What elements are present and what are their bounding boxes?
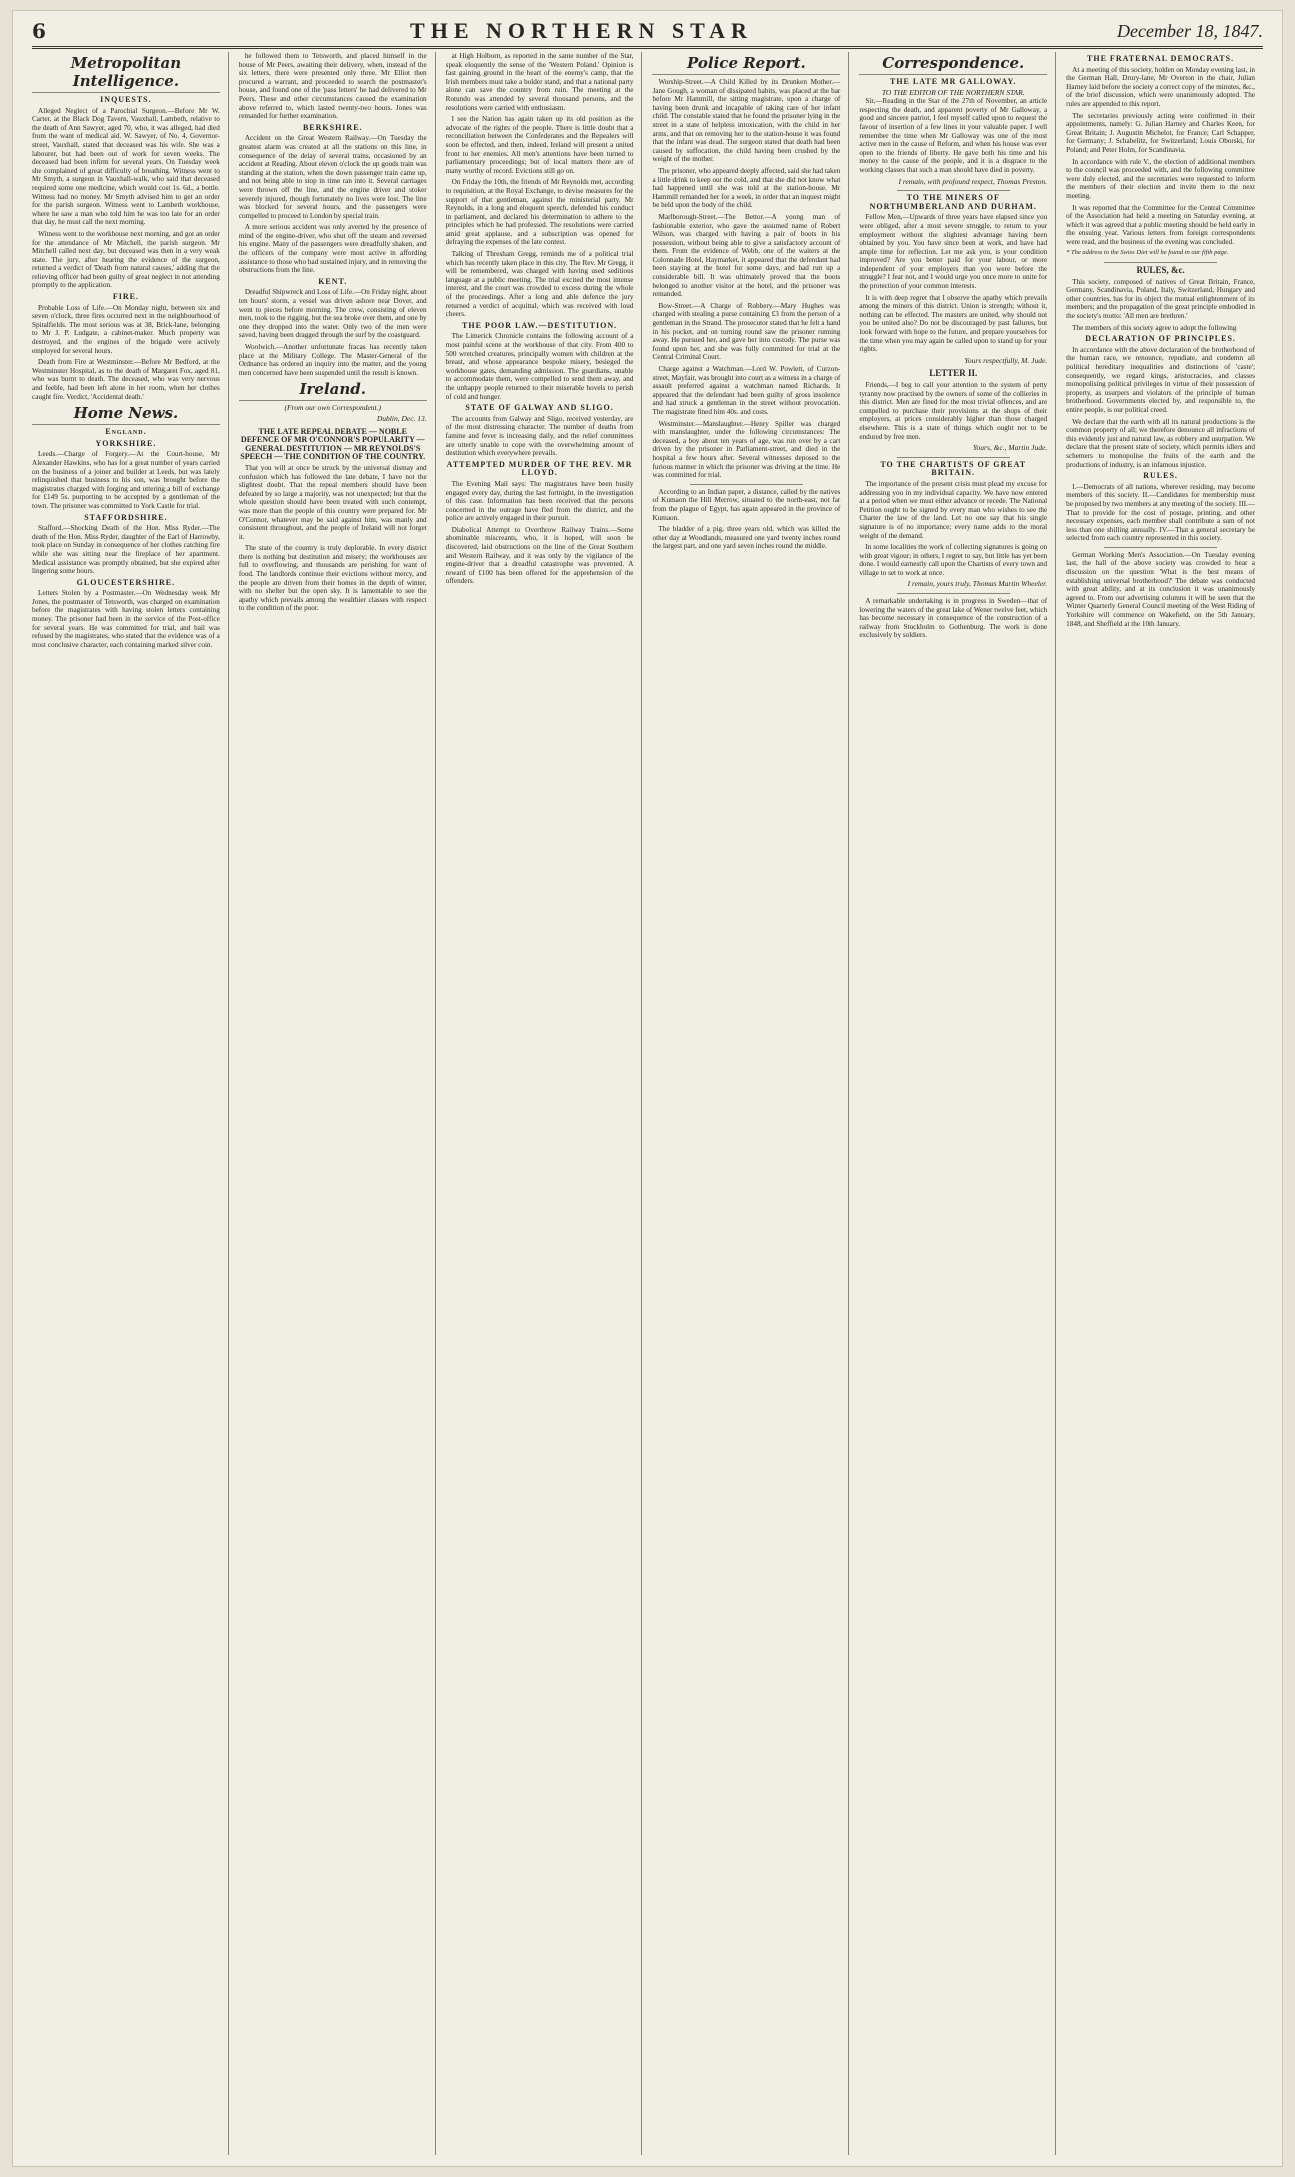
article-paragraph: I see the Nation has again taken up its old position as the advocate of the rights of the people. There is little doubt that a reconciliation between the Confederates and the Repealers will soon be effected, and then, indeed, Ireland will present a united front to her enemies. All men's attentions have been turned to parliamentary proceedings; but of local matters there are of many worthy of record. Evictions still go on. [445, 115, 634, 175]
letter-label: LETTER II. [929, 368, 978, 379]
footnote: * The address to the Swiss Diet will be found in our fifth page. [1066, 249, 1229, 257]
article-paragraph: Dreadful Shipwreck and Loss of Life.—On Friday night, about ten hours' storm, a vessel was driven ashore near Dover, and went to pieces before morning. The crew, consisting of eleven men, took to the rigging, but the sea broke over them, and one by one they dropped into the water. Only two of the men were saved, having been dragged through the surf by the coastguard. [238, 288, 427, 340]
article-paragraph: Woolwich.—Another unfortunate fracas has recently taken place at the Military College. The Master-General of the Ordnance has ordered an inquiry into the matter, and the young men concerned have been suspended until the result is known. [238, 343, 427, 377]
columns [32, 52, 1263, 2155]
sub-heading: STATE OF GALWAY AND SLIGO. [465, 403, 614, 413]
sub-heading: TO THE MINERS OF NORTHUMBERLAND AND DURHAM. [869, 193, 1037, 211]
sub-heading: THE FRATERNAL DEMOCRATS. [1087, 54, 1235, 63]
article-paragraph: The state of the country is truly deplorable. In every district there is nothing but destitution and misery; the workhouses are full to overflowing, and thousands are perishing for want of food. The landlords continue their evictions without mercy, and the people are driven from their homes in the depth of winter, with no shelter but the open sky. It is lamentable to see the apathy which prevails among the wealthier classes with respect to the condition of the poor. [238, 544, 427, 613]
sub-heading: BERKSHIRE. [302, 122, 363, 132]
article-paragraph: It is with deep regret that I observe the apathy which prevails among the miners of this district. Union is strength; without it, nothing can be effected. The masters are united, why should not you be united also? Do not be discouraged by past failures, but look forward with hope to the future, and prepare yourselves for the time when you may again be called upon to stand up for your rights. [859, 293, 1048, 354]
article-paragraph: The accounts from Galway and Sligo, received yesterday, are of the most distressing character. The number of deaths from famine and fever is increasing daily, and the relief committees are utterly unable to cope with the overwhelming amount of destitution which everywhere prevails. [445, 414, 634, 458]
article-paragraph: Fellow Men,—Upwards of three years have elapsed since you were obliged, after a most severe struggle, to return to your employment without the slightest advantage having been obtained by you. You have since been at work, and have had ample time for reflection. Let me ask you, is your condition improved? Are you better paid for your labour, or more independent of your employers than you were before the struggle? I fear not, and I would urge you once more to unite for the protection of your common interests. [859, 213, 1048, 291]
article-paragraph: Letters Stolen by a Postmaster.—On Wednesday week Mr Jones, the postmaster of Tetsworth, was charged on examination before the magistrates with having stolen letters containing money. The prisoner had been in the service of the Post-office for several years. He was committed for trial, and bail was refused by the magistrates, who stated that the evidence was of a most conclusive character, each containing marked silver coin. [32, 589, 220, 649]
article-paragraph: The Evening Mail says: The magistrates have been busily engaged every day, during the last fortnight, in the investigation of this case. Information has been received that the persons concerned in the outrage have fled from the district, and the police are actively engaged in their pursuit. [445, 479, 634, 523]
article-paragraph: That you will at once be struck by the universal dismay and confusion which has followed the late debate, I have not the slightest doubt. That the repeal members should have been defeated by so large a majority, was not unexpected; but that the whole question should have been treated with such contempt, was more than the people of this country were prepared for. Mr O'Connor, whatever may be said against him, was manly and consistent throughout, and the people of Ireland will not forget it. [238, 463, 427, 541]
article-paragraph: German Working Men's Association.—On Tuesday evening last, the hall of the above society was crowded to hear a discussion on the question 'What is the best means of establishing universal brotherhood?' The debate was conducted with great ability, and at its conclusion it was unanimously agreed to. From our advertising columns it will be seen that the Winter Quarterly General Council meeting of the West Riding of Yorkshire will commence on Wakefield, on the 5th January, 1848, and Sheffield at the 10th January. [1066, 550, 1255, 628]
article-paragraph: The Limerick Chronicle contains the following account of a most painful scene at the workhouse of that city. From 400 to 500 wretched creatures, principally women with children at the breast, and whose appearance bespoke misery, besieged the workhouse gates, demanding admission. The guardians, unable to accommodate them, were compelled to send them away, and the unhappy people returned to their miserable hovels to perish of cold and hunger. [445, 332, 634, 401]
article-paragraph: The prisoner, who appeared deeply affected, said she had taken a little drink to keep out the cold, and that she did not know what had happened until she was told at the station-house. Mr Hammill remanded her for a week, in order that an inquest might be held upon the body of the child. [652, 166, 841, 210]
article-paragraph: In accordance with rule V., the election of additional members to the council was proceeded with, and the following committee were duly elected, and the secretaries were requested to inform the members of their election and invite them to the next meeting. [1066, 157, 1255, 200]
article-paragraph: Witness went to the workhouse next morning, and got an order for the attendance of Mr Mitchell, the parish surgeon. Mr Mitchell called next day, but deceased was then in a very weak state. The jury, after hearing the evidence of the surgeon, returned a verdict of 'Death from natural causes,' adding that the relieving officer had been guilty of great neglect in not attending promptly to the application. [32, 229, 220, 290]
divider [897, 593, 1010, 594]
dateline: (From our own Correspondent.) [284, 403, 381, 413]
dateline-place: Dublin, Dec. 13. [376, 413, 427, 423]
sub-heading: THE POOR LAW.—DESTITUTION. [462, 320, 618, 330]
page-number: 6 [32, 19, 46, 43]
article-paragraph: he followed them to Tetsworth, and placed himself in the house of Mr Peers, awaiting their delivery, when, instead of the six letters, there were presented only three. Mr Elliot then procured a warrant, and proceeded to search the postmaster's house, and found one of the 'pass letters' he had delivered to Mr Peers. These and other circumstances caused the examination above referred to, which lasted twenty-two hours. Jones was remanded for further examination. [238, 52, 427, 121]
article-paragraph: We declare that the earth with all its natural productions is the common property of all; we therefore denounce all infractions of this evidently just and natural law, as robbery and usurpation. We declare that the present state of society, which permits idlers and schemers to monopolise the fruits of the earth and the productions of industry, is an infamous injustice. [1066, 417, 1255, 469]
sub-heading: DECLARATION OF PRINCIPLES. [1085, 334, 1236, 344]
signoff: Yours, &c., Martin Jude. [973, 443, 1048, 453]
section-heading: Police Report. [652, 54, 840, 75]
article-paragraph: A remarkable undertaking is in progress in Sweden—that of lowering the waters of the great lake of Wener twelve feet, which has become necessary in consequence of the construction of a railway from Stockholm to Gothenburg. The work is done exclusively by soldiers. [859, 597, 1048, 640]
divider [1104, 262, 1217, 263]
article-paragraph: Westminster.—Manslaughter.—Henry Spiller was charged with manslaughter, under the following circumstances: The deceased, a boy about ten years of age, was run over by a cart driven by the prisoner in Parliament-street, and died in the hospital a few hours after. Several witnesses deposed to the furious manner in which the prisoner was driving at the time. He was committed for trial. [652, 419, 841, 480]
signoff: I remain, with profound respect, Thomas Preston. [898, 176, 1048, 186]
column-1 [32, 52, 229, 2155]
article-paragraph: Bow-Street.—A Charge of Robbery.—Mary Hughes was charged with stealing a purse containing £3 from the person of a gentleman in the Strand. The prosecutor stated that he felt a hand in his pocket, and on turning round saw the prisoner running away. He pursued her, and gave her into custody. The purse was found upon her, and she was fully committed for trial at the Central Criminal Court. [652, 301, 841, 362]
article-paragraph: On Friday the 10th, the friends of Mr Reynolds met, according to requisition, at the Royal Exchange, to devise measures for the support of that gentleman, against the ministerial party. Mr Reynolds, in a long and eloquent speech, defended his conduct in parliament, and declared his determination to adhere to the principles which he had professed. The resolutions were carried amid great applause, and a subscription was opened for defraying the expenses of the late contest. [445, 178, 634, 247]
article-paragraph: Talking of Thresham Gregg, reminds me of a political trial which has recently taken place in this city. The Rev. Mr Gregg, it will be remembered, was charged with having used seditious language at a public meeting. The trial excited the most intense interest, and the court was crowded to excess during the whole of the proceedings. After a long and able defence the jury returned a verdict of acquittal, which was received with loud cheers. [445, 250, 634, 319]
divider [897, 190, 1010, 191]
signoff: Yours respectfully, M. Jude. [964, 355, 1048, 365]
section-heading: Metropolitan Intelligence. [32, 54, 220, 93]
article-paragraph: Accident on the Great Western Railway.—On Tuesday the greatest alarm was created at all the stations on this line, in consequence of the delay of several trains, occasioned by an accident at Reading. About eleven o'clock the up goods train was standing at the station, when the down passenger train came up, and not being able to stop in time ran into it. Several carriages were thrown off the line, and the engine driver and stoker severely injured, though fortunately no lives were lost. The line was blocked for several hours, and the passengers were compelled to proceed to London by special train. [238, 134, 427, 220]
summary-headline: THE LATE REPEAL DEBATE — NOBLE DEFENCE OF MR O'CONNOR'S POPULARITY — GENERAL DESTITUTION — MR REYNOLDS'S SPEECH — THE CONDITION OF THE COUNTRY. [240, 426, 426, 462]
article-paragraph: Sir,—Reading in the Star of the 27th of November, an article respecting the death, and apparent poverty of Mr Galloway, a good and sincere patriot, I feel myself called upon to request the favour of insertion of a few lines in your valuable paper. I well remember the time when Mr Galloway was one of the most active men in the cause of Reform, and when his house was ever open to the friends of liberty. He gave both his time and his money to the cause of the people, and it is a disgrace to the working classes that such a man should have died in poverty. [859, 97, 1048, 174]
article-paragraph: The members of this society agree to adopt the following [1072, 323, 1237, 332]
addressee: TO THE EDITOR OF THE NORTHERN STAR. [881, 87, 1025, 97]
divider [1104, 547, 1217, 548]
sub-heading: GLOUCESTERSHIRE. [76, 577, 176, 587]
article-paragraph: Alleged Neglect of a Parochial Surgeon.—Before Mr W. Carter, at the Black Dog Tavern, Vauxhall, Lambeth, relative to the death of Ann Sawyer, aged 70, who, it was alleged, had died from the want of medical aid. W. Sawyer, of No. 4, Governor-street, Vauxhall, stated that deceased was his wife. She was a labourer, but had been out of work for seven weeks. The deceased had been infirm for several years. On Tuesday week she complained of great difficulty of breathing. Witness went to Mr Smyth, a surgeon in Vauxhall-walk, who said that deceased required some one medicine, which would cost 1s. 6d., a bottle. Witness had no money. Mr Smyth advised him to get an order for the parish surgeon. Witness went to Lambeth workhouse, where he saw a man who told him he was too late for an order that day, he must call the next morning. [32, 106, 220, 227]
sub-heading: RULES. [1143, 471, 1178, 481]
sub-heading: FIRE. [112, 292, 139, 302]
article-paragraph: In some localities the work of collecting signatures is going on with great vigour; in others, I regret to say, but little has yet been done. I would earnestly call upon the Chartists of every town and village to set to work at once. [859, 543, 1048, 577]
section-heading: Ireland. [239, 380, 427, 401]
article-paragraph: A more serious accident was only averted by the presence of mind of the engine-driver, who shut off the steam and reversed his engine. Many of the passengers were dreadfully shaken, and the officers of the company were most active in affording assistance to those who had sustained injury, and in removing the obstructions from the line. [238, 223, 427, 275]
section-heading: Correspondence. [859, 54, 1047, 75]
issue-date: December 18, 1847. [1117, 20, 1263, 41]
article-paragraph: The importance of the present crisis must plead my excuse for addressing you in my individual capacity. We have now entered at a period when we must either advance or recede. The National Petition ought to be signed by every man who wishes to see the Charter the law of the land. Let no one say that his single signature is of no importance; every name adds to the moral weight of the demand. [859, 479, 1048, 540]
article-paragraph: The secretaries previously acting were confirmed in their appointments, namely: G. Julian Harney and Charles Keen, for Great Britain; J. Augustin Michelot, for France; Carl Schapper, for Germany; J. Schabelitz, for Switzerland; Louis Oborski, for Poland; and Peter Holm, for Scandinavia. [1066, 111, 1255, 154]
divider [897, 457, 1010, 458]
paper-title: THE NORTHERN STAR [410, 18, 753, 43]
article-paragraph: Death from Fire at Westminster.—Before Mr Bedford, at the Westminster Hospital, as to the death of Margaret Fox, aged 81, who was burnt to death. The deceased, who was very nervous and feeble, had been left alone in her room, when her clothes caught fire. Verdict, 'Accidental death.' [32, 358, 220, 401]
sub-heading: YORKSHIRE. [95, 438, 157, 448]
article-paragraph: Friends,—I beg to call your attention to the system of petty tyranny now practised by the owners of some of the collieries in this district. Men are fined for the most trivial offences, and are compelled to purchase their provisions at the shops of their employers, at prices considerably higher than those charged elsewhere. This is a state of things which ought not to be endured by free men. [859, 381, 1048, 441]
column-6 [1066, 52, 1263, 2155]
article-paragraph: Diabolical Attempt to Overthrow Railway Trains.—Some abominable miscreants, who, it is hoped, will soon be discovered, laid obstructions on the line of the Great Southern and Western Railway, and it was only by the vigilance of the engine-driver that a dreadful catastrophe was prevented. A reward of £100 has been offered for the apprehension of the offenders. [445, 525, 634, 586]
article-paragraph: Marlborough-Street.—The Bettor.—A young man of fashionable exterior, who gave the assumed name of Robert Wilson, was charged with having a pair of boots in his possession, without being able to give a satisfactory account of them. From the evidence of Webb, one of the waiters at the Colonnade Hotel, Haymarket, it appeared that the defendant had been staying at the hotel for some days, and had run up a considerable bill. It was ultimately proved that the boots belonged to another visitor at the hotel, and the prisoner was remanded. [652, 212, 841, 299]
article-paragraph: Stafford.—Shocking Death of the Hon. Miss Ryder.—The death of the Hon. Miss Ryder, daughter of the Earl of Harrowby, took place on Sunday in consequence of her clothes catching fire while she was sitting near the fireplace of her apartment. Medical assistance was promptly obtained, but she expired after lingering some hours. [32, 524, 220, 576]
divider [690, 484, 803, 485]
column-3 [446, 52, 643, 2155]
column-4 [652, 52, 849, 2155]
article-paragraph: It was reported that the Committee for the Central Committee of the Association had held a meeting on Saturday evening, at which it was agreed that a public meeting should be held early in the ensuing year. Various letters from foreign correspondents were read, and the business of the evening was concluded. [1066, 203, 1255, 246]
sub-heading: KENT. [318, 276, 348, 286]
newspaper-page [12, 10, 1283, 2167]
masthead [32, 16, 1263, 49]
article-paragraph: At a meeting of this society, holden on Monday evening last, in the German Hall, Drury-lane, Mr Overton in the chair, Julian Harney laid before the society a correct copy of the minutes, &c., of the brief discussion, which were unanimously adopted. The rules are appended to this report. [1066, 65, 1255, 108]
sub-heading: THE LATE MR GALLOWAY. [889, 77, 1017, 86]
article-paragraph: This society, composed of natives of Great Britain, France, Germany, Scandinavia, Poland, Italy, Switzerland, Hungary and other countries, has for its object the mutual enlightenment of its members; and the propagation of the great principle embodied in the society's motto: 'All men are brethren.' [1066, 277, 1255, 321]
sub-heading: England. [105, 427, 147, 437]
signoff: I remain, yours truly, Thomas Martin Wheeler. [907, 579, 1048, 589]
column-2 [239, 52, 436, 2155]
rules-label: RULES, &c. [1136, 265, 1185, 276]
article-paragraph: Worship-Street.—A Child Killed by its Drunken Mother.—Jane Gough, a woman of dissipated habits, was placed at the bar before Mr Hammill, the sitting magistrate, upon a charge of having been drunk and incapable of taking care of her infant child. The constable stated that he found the prisoner lying in the street in a state of helpless intoxication, with the child in her arms, and that on removing her to the station-house it was found that the infant was dead. The surgeon stated that death had been caused by suffocation, the child having been crushed by the weight of the mother. [652, 78, 841, 164]
article-paragraph: at High Holborn, as reported in the same number of the Star, speak eloquently the sense of the 'Western Poland.' Opinion is fast gaining ground in the heart of the enemy's camp, that the Irish members must take a bolder stand, and that a national party alone can save the country from ruin. The meeting at the Rotundo was attended by several thousand persons, and the resolutions were carried with enthusiasm. [445, 52, 634, 112]
article-paragraph: Probable Loss of Life.—On Monday night, between six and seven o'clock, three fires occurred next in the neighbourhood of Spitalfields. The most serious was at 38, Brick-lane, belonging to Mr J. P. Ludgate, a cabinet-maker. Much property was destroyed, and the engines of the brigade were actively employed for several hours. [32, 303, 220, 355]
article-paragraph: In accordance with the above declaration of the brotherhood of the human race, we renounce, repudiate, and condemn all political hereditary inequalities and distinctions of 'caste'; consequently, we regard kings, aristocracies, and classes monopolising political privileges in virtue of their possession of property, as usurpers and violators of the principle of human brotherhood. Governments elected by, and responsible to, the entire people, is our political creed. [1066, 345, 1255, 414]
section-heading: Home News. [32, 404, 220, 425]
column-5 [859, 52, 1056, 2155]
article-paragraph: Charge against a Watchman.—Lord W. Powlett, of Curzon-street, Mayfair, was brought into court as a witness in a charge of assault preferred against a watchman named Richards. It appeared that the defendant had been guilty of gross insolence and had struck a gentleman in the street without provocation. The magistrate fined him 40s. and costs. [652, 365, 841, 416]
article-paragraph: Leeds.—Charge of Forgery.—At the Court-house, Mr Alexander Hawkins, who has for a great number of years carried on the business of a joiner and builder at Leeds, but was lately relinquished that business to his son, was brought before the magistrates charged with forging and uttering a bill of exchange for £149 5s. purporting to be accepted by a gentleman of the town. The prisoner was committed to York Castle for trial. [32, 450, 220, 510]
article-paragraph: I.—Democrats of all nations, wherever residing, may become members of this society. II.—Candidates for membership must be proposed by two members at any meeting of the society. III.—That to provide for the cost of postage, printing, and other necessary expenses, each member shall contribute a sum of not less than one shilling annually. IV.—That a general secretary be selected from each country represented in this society. [1066, 482, 1255, 543]
sub-heading: STAFFORDSHIRE. [84, 512, 168, 522]
article-paragraph: According to an Indian paper, a distance, called by the natives of Kumaon the Hill Merrow, situated to the north-east, not far from the plague of Egypt, has again appeared in the province of Kumaon. [652, 487, 841, 522]
sub-heading: TO THE CHARTISTS OF GREAT BRITAIN. [880, 459, 1027, 478]
sub-heading: INQUESTS. [100, 95, 152, 104]
article-paragraph: The bladder of a pig, three years old, which was killed the other day at Woodlands, measured one yard twenty inches round the largest part, and one yard seven inches round the middle. [652, 525, 841, 551]
sub-heading: ATTEMPTED MURDER OF THE REV. MR LLOYD. [446, 459, 633, 478]
